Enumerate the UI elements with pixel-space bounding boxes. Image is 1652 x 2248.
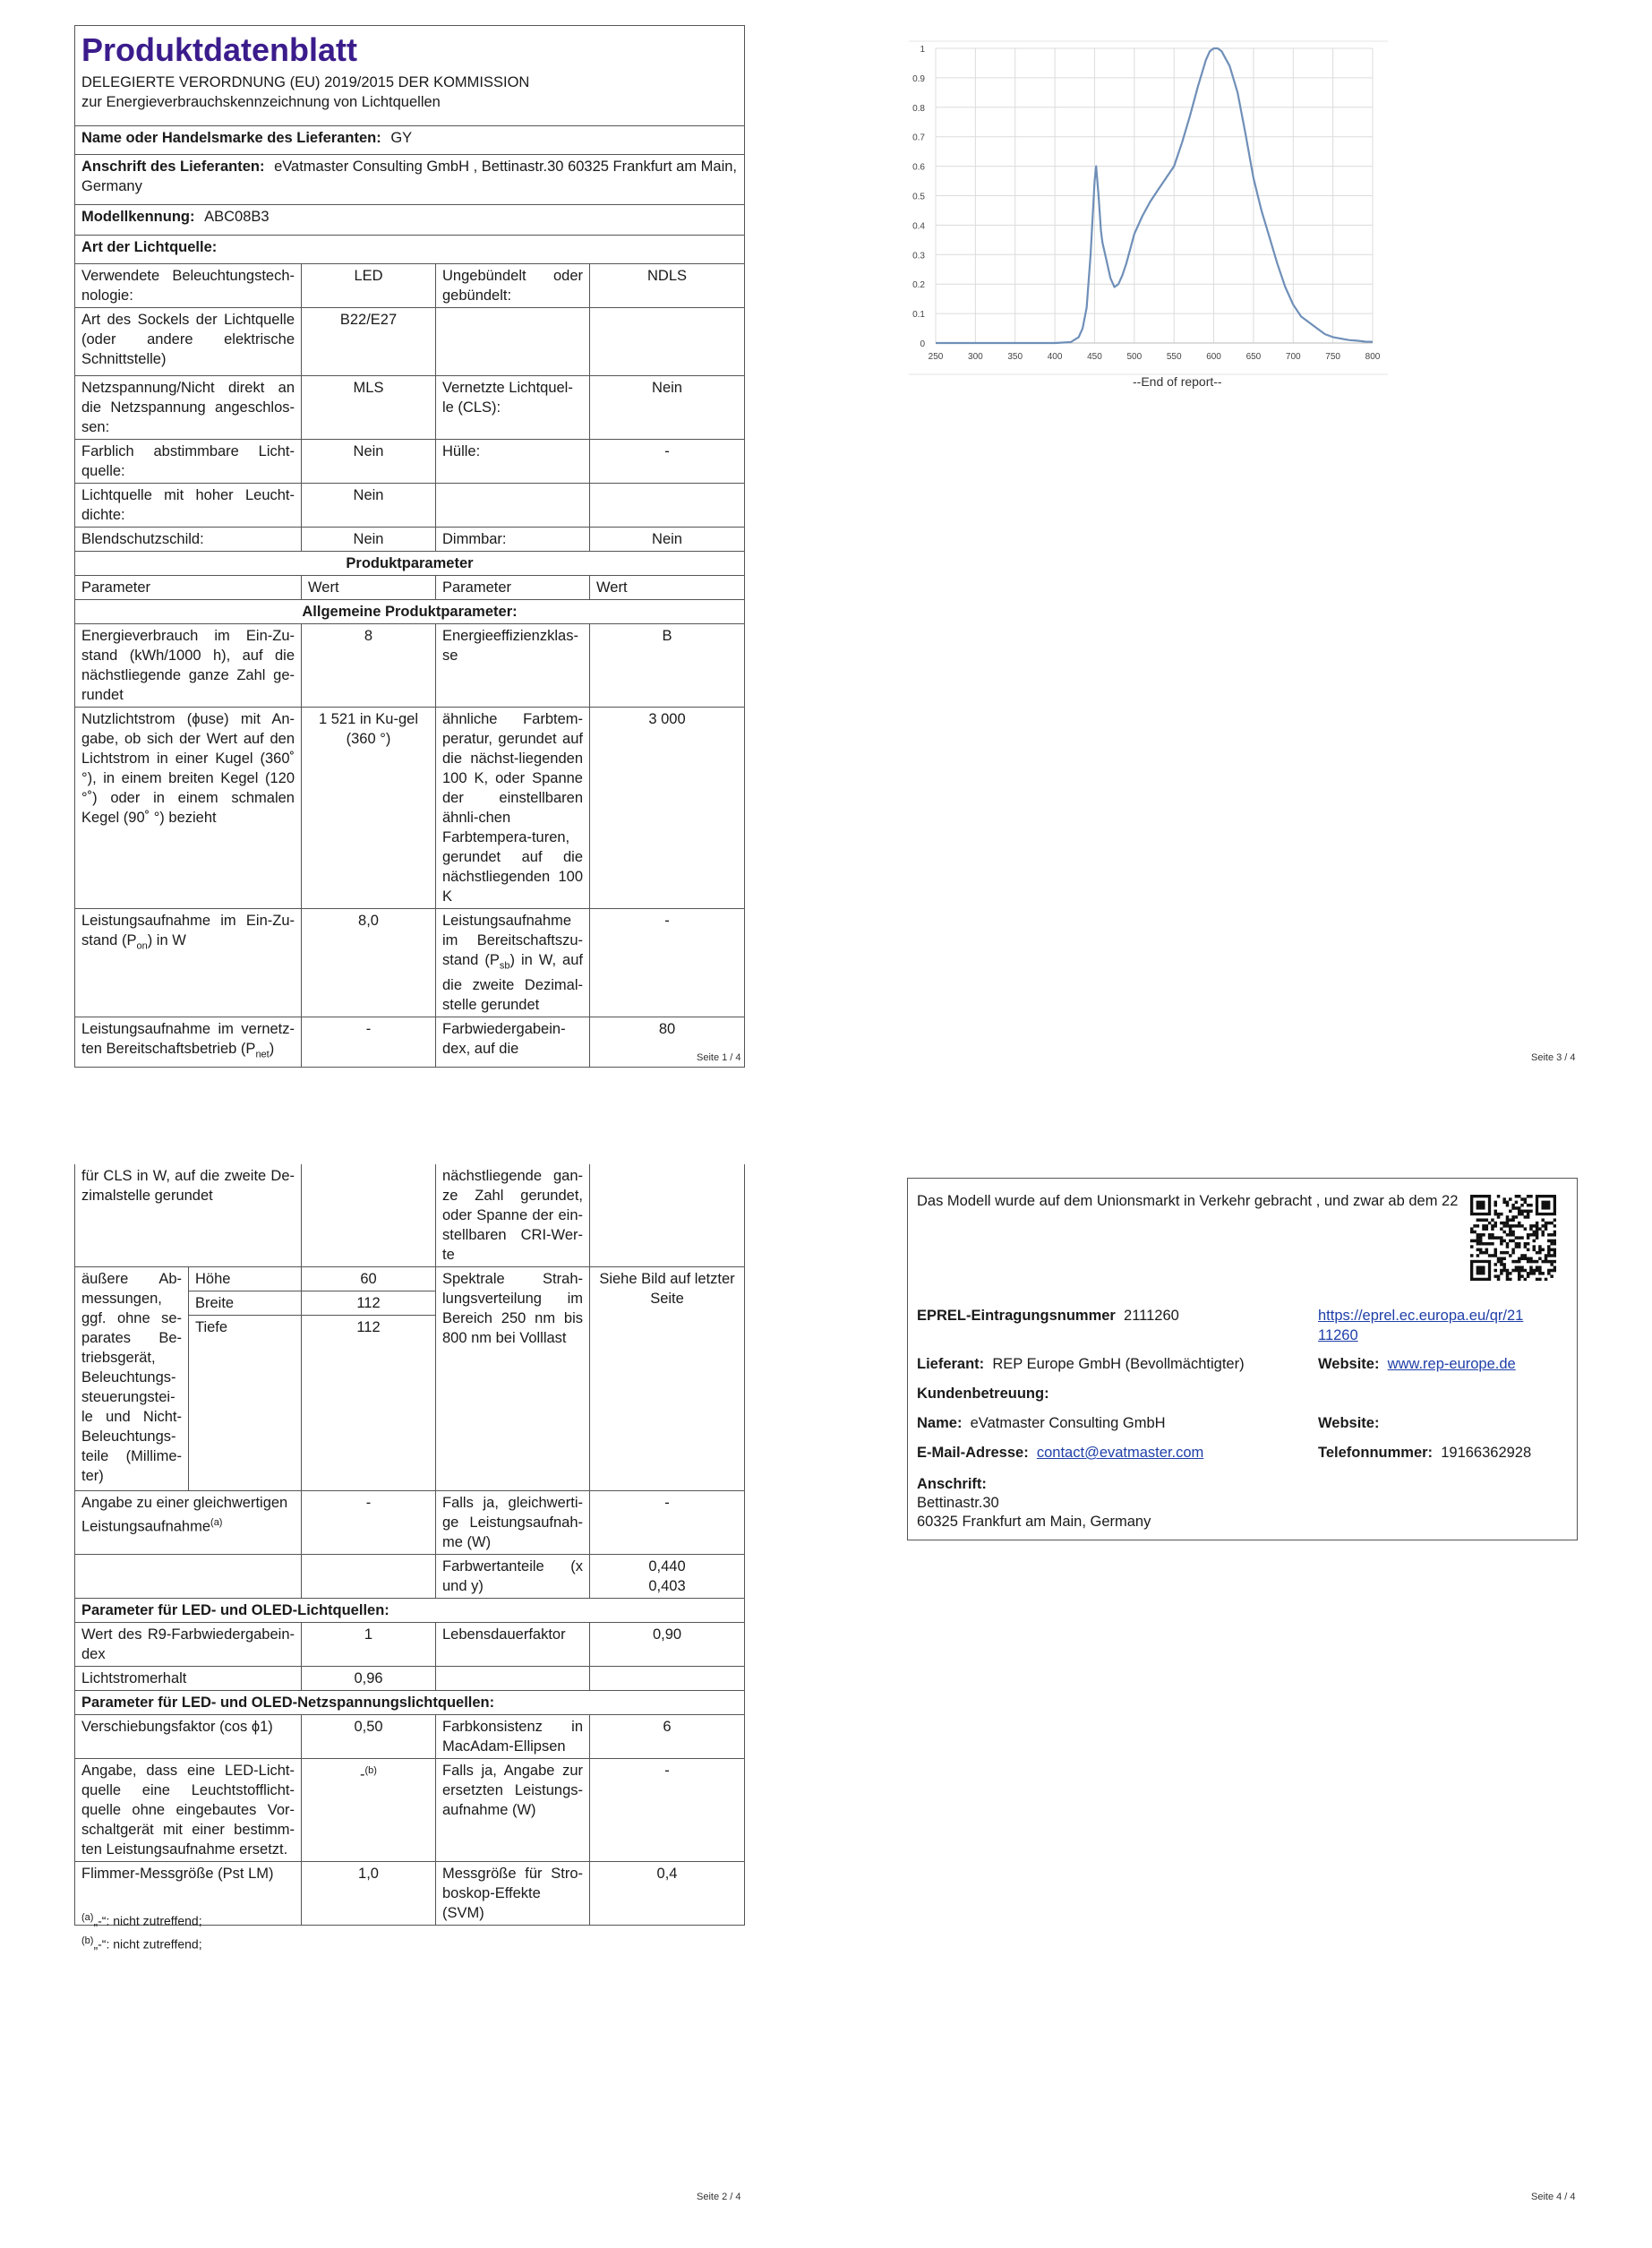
eprel-link[interactable]: https://eprel.ec.europa.eu/qr/21 11260 [1318,1308,1524,1343]
datasheet-table-page-2 [74,1164,745,1926]
displacement-factor-value: 0,50 [302,1715,436,1759]
model-label: Modellkennung: [81,209,195,225]
email-row: E-Mail-Adresse: contact@evatmaster.com [917,1445,1204,1461]
mains-label: Netzspannung/Nicht direkt an die Netzspannung angeschlos-sen: [75,376,302,440]
x-tick-label: 250 [928,352,944,362]
x-tick-label: 350 [1007,352,1023,362]
eprel-number: 2111260 [1124,1308,1179,1324]
empty-cell [75,1555,302,1599]
empty-cell [590,1164,745,1267]
color-temperature-label: ähnliche Farbtem-peratur, gerundet auf die nächst-liegenden 100 K, oder Spanne der einstellbaren ähnli-chen Farbtempera-turen, gerundet auf die nächstliegenden 100 K [436,708,590,909]
y-tick-label: 1 [920,45,925,55]
stroboscopic-value: 0,4 [590,1862,745,1926]
lifetime-factor-value: 0,90 [590,1623,745,1667]
spectral-value: Siehe Bild auf letzter Seite [590,1267,745,1491]
cap-type-value: B22/E27 [302,308,436,376]
on-mode-power-label: Leistungsaufnahme im Ein-Zu-stand $(P_{on})$ in W [75,909,302,1017]
dimmable-value: Nein [590,528,745,552]
y-tick-label: 0.7 [912,133,925,143]
product-parameters-heading: Produktparameter [75,552,745,576]
footnote-b: $^{(b)}$„-“: nicht zutreffend; [81,1935,202,1952]
eprel-info-box [907,1178,1578,1540]
lumen-maintenance-value: 0,96 [302,1667,436,1691]
page-number-2: Seite 2 / 4 [697,2192,741,2202]
website-row: Website: www.rep-europe.de [1318,1356,1516,1372]
y-tick-label: 0.6 [912,162,925,173]
dimension-value: 112 [302,1291,436,1316]
y-tick-label: 0 [920,339,925,349]
light-source-type-heading: Art der Lichtquelle: [75,236,745,264]
high-luminance-label: Lichtquelle mit hoher Leucht-dichte: [75,484,302,528]
x-tick-label: 800 [1365,352,1381,362]
envelope-value: - [590,440,745,484]
datasheet-table-page-1 [74,25,745,1068]
service-name-row: Name: eVatmaster Consulting GmbH [917,1415,1166,1431]
networked-standby-label: Leistungsaufnahme im vernetz-ten Bereitschaftsbetrieb $(P_{net})$ [75,1017,302,1067]
x-tick-label: 300 [968,352,983,362]
empty-cell [302,1555,436,1599]
lumen-maintenance-label: Lichtstromerhalt [75,1667,302,1691]
qr-code [1470,1195,1556,1281]
replacement-claim-label: Angabe, dass eine LED-Licht-quelle eine Leuchtstofflicht-quelle ohne eingebautes Vor-schaltgerät mit einer bestimm-ten Leistungsaufnahme ersetzt. [75,1759,302,1862]
dimensions-label: äußere Ab-messungen, ggf. ohne se-parates Be-triebsgerät, Beleuchtungs-steuerungstei-le und Nicht-Beleuchtungs-teile (Millime-ter) [75,1267,189,1491]
x-tick-label: 550 [1166,352,1182,362]
page-number-3: Seite 3 / 4 [1531,1052,1576,1063]
y-tick-label: 0.4 [912,221,925,232]
chromaticity-label: Farbwertanteile (x und y) [436,1555,590,1599]
x-tick-label: 600 [1206,352,1221,362]
supplier-value: GY [390,130,413,146]
macadam-label: Farbkonsistenz in MacAdam-Ellipsen [436,1715,590,1759]
model-value: ABC08B3 [204,209,270,225]
chromaticity-value [590,1555,745,1599]
displacement-factor-label: Verschiebungsfaktor (cos ϕ1) [75,1715,302,1759]
end-of-report: --End of report-- [1133,374,1222,389]
replacement-power-label: Falls ja, Angabe zur ersetzten Leistungs-aufnahme (W) [436,1759,590,1862]
standby-power-value: - [590,909,745,1017]
stroboscopic-label: Messgröße für Stro-boskop-Effekte (SVM) [436,1862,590,1926]
general-parameters-heading: Allgemeine Produktparameter: [75,600,745,624]
empty-cell [436,1667,590,1691]
cls-value: Nein [590,376,745,440]
directional-label: Ungebündelt oder gebündelt: [436,264,590,308]
website-link[interactable]: www.rep-europe.de [1387,1356,1516,1372]
on-mode-power-value: 8,0 [302,909,436,1017]
address-value: eVatmaster Consulting GmbH , Bettinastr.30 60325 Frankfurt am Main, Germany [81,159,737,194]
column-header-value: Wert [302,576,436,600]
empty-cell [590,484,745,528]
supplier-row: Lieferant: REP Europe GmbH (Bevollmächtigter) [917,1356,1245,1372]
address-label: Anschrift des Lieferanten: [81,159,265,175]
y-tick-label: 0.5 [912,192,925,202]
y-tick-label: 0.9 [912,73,925,84]
cap-type-label: Art des Sockels der Lichtquelle (oder andere elektrische Schnittstelle) [75,308,302,376]
model-row [75,205,745,236]
address-row [75,155,745,205]
dimension-value: 112 [302,1316,436,1491]
y-tick-label: 0.8 [912,103,925,114]
chromaticity-x: 0,440 [648,1558,686,1574]
equivalent-power-value: - [302,1491,436,1555]
customer-service-label: Kundenbetreuung: [917,1386,1049,1402]
service-website-label: Website: [1318,1415,1380,1431]
mains-value: MLS [302,376,436,440]
technology-value: LED [302,264,436,308]
energy-consumption-label: Energieverbrauch im Ein-Zu-stand (kWh/1000 h), auf die nächstliegende ganze Zahl ge-rundet [75,624,302,708]
equivalent-power-2-value: - [590,1491,745,1555]
cri-label: Farbwiedergabein-dex, auf die [436,1017,590,1067]
empty-cell [302,1164,436,1267]
column-header-parameter: Parameter [436,576,590,600]
dimension-value: 60 [302,1267,436,1291]
service-address-line-1: Bettinastr.30 [917,1495,999,1511]
x-tick-label: 400 [1047,352,1063,362]
standby-power-label: Leistungsaufnahme im Bereitschaftszu-stand $(P_{sb})$ in W, auf die zweite Dezimal-stelle gerundet [436,909,590,1017]
dimension-name: Breite [189,1291,302,1316]
networked-standby-value: - [302,1017,436,1067]
supplier-label: Name oder Handelsmarke des Lieferanten: [81,130,381,146]
r9-value: 1 [302,1623,436,1667]
email-link[interactable]: contact@evatmaster.com [1036,1445,1204,1461]
luminous-flux-value: 1 521 in Ku-gel (360 °) [302,708,436,909]
dimension-name: Tiefe [189,1316,302,1491]
technology-label: Verwendete Beleuchtungstech-nologie: [75,264,302,308]
tunable-label: Farblich abstimmbare Licht-quelle: [75,440,302,484]
datasheet-header [75,26,745,126]
cri-label-cont: nächstliegende gan-ze Zahl gerundet, oder Spanne der ein-stellbaren CRI-Wer-te [436,1164,590,1267]
mains-led-parameters-heading: Parameter für LED- und OLED-Netzspannungslichtquellen: [75,1691,745,1715]
replacement-power-value: - [590,1759,745,1862]
energy-consumption-value: 8 [302,624,436,708]
eprel-row: EPREL-Eintragungsnummer 2111260 [917,1308,1179,1324]
cri-value: 80 [590,1017,745,1067]
y-tick-label: 0.2 [912,280,925,291]
equivalent-power-label: Angabe zu einer gleichwertigen Leistungsaufnahme$^{(a)}$ [75,1491,302,1555]
service-address-label: Anschrift: [917,1476,987,1492]
market-intro: Das Modell wurde auf dem Unionsmarkt in Verkehr gebracht , und zwar ab dem 22 [917,1193,1459,1209]
page-1 [74,25,746,1068]
footnote-a: $^{(a)}$„-“: nicht zutreffend; [81,1912,202,1928]
x-tick-label: 450 [1087,352,1102,362]
spectral-distribution-chart [909,27,1388,394]
color-temperature-value: 3 000 [590,708,745,909]
empty-cell [590,1667,745,1691]
supplier-row [75,126,745,155]
page-3 [909,27,1388,394]
energy-class-label: Energieeffizienzklas-se [436,624,590,708]
column-header-value: Wert [590,576,745,600]
page-title: Produktdatenblatt [81,31,358,68]
chromaticity-y: 0,403 [648,1578,686,1594]
page-number-4: Seite 4 / 4 [1531,2192,1576,2202]
anti-glare-label: Blendschutzschild: [75,528,302,552]
high-luminance-value: Nein [302,484,436,528]
spectral-label: Spektrale Strah-lungsverteilung im Bereich 250 nm bis 800 nm bei Volllast [436,1267,590,1491]
x-tick-label: 700 [1285,352,1301,362]
empty-cell [436,308,590,376]
empty-cell [590,308,745,376]
macadam-value: 6 [590,1715,745,1759]
replacement-claim-value: -$^{(b)}$ [302,1759,436,1862]
x-tick-label: 750 [1325,352,1340,362]
anti-glare-value: Nein [302,528,436,552]
led-parameters-heading: Parameter für LED- und OLED-Lichtquellen: [75,1599,745,1623]
page-2 [74,1164,746,1926]
flicker-label: Flimmer-Messgröße (Pst LM) [75,1862,302,1926]
r9-label: Wert des R9-Farbwiedergabein-dex [75,1623,302,1667]
equivalent-power-2-label: Falls ja, gleichwerti-ge Leistungsaufnah-me (W) [436,1491,590,1555]
x-tick-label: 650 [1245,352,1262,362]
x-tick-label: 500 [1126,352,1143,362]
flicker-value: 1,0 [302,1862,436,1926]
networked-standby-label-cont: für CLS in W, auf die zweite De-zimalstelle gerundet [75,1164,302,1267]
page-number-1: Seite 1 / 4 [697,1052,741,1063]
regulation-text: DELEGIERTE VERORDNUNG (EU) 2019/2015 DER KOMMISSION zur Energieverbrauchskennzeichnung von Lichtquellen [81,74,530,110]
dimension-name: Höhe [189,1267,302,1291]
phone-row: Telefonnummer: 19166362928 [1318,1445,1532,1461]
lifetime-factor-label: Lebensdauerfaktor [436,1623,590,1667]
empty-cell [436,484,590,528]
luminous-flux-label: Nutzlichtstrom (ϕuse) mit An-gabe, ob sich der Wert auf den Lichtstrom in einer Kugel (360˚ °), in einem breiten Kegel (120 °˚) oder in einem schmalen Kegel (90˚ °) bezieht [75,708,302,909]
dimmable-label: Dimmbar: [436,528,590,552]
energy-class-value: B [590,624,745,708]
directional-value: NDLS [590,264,745,308]
y-tick-label: 0.1 [912,310,925,321]
envelope-label: Hülle: [436,440,590,484]
service-address-line-2: 60325 Frankfurt am Main, Germany [917,1514,1151,1530]
y-tick-label: 0.3 [912,251,925,262]
cls-label: Vernetzte Lichtquel-le (CLS): [436,376,590,440]
column-header-parameter: Parameter [75,576,302,600]
tunable-value: Nein [302,440,436,484]
